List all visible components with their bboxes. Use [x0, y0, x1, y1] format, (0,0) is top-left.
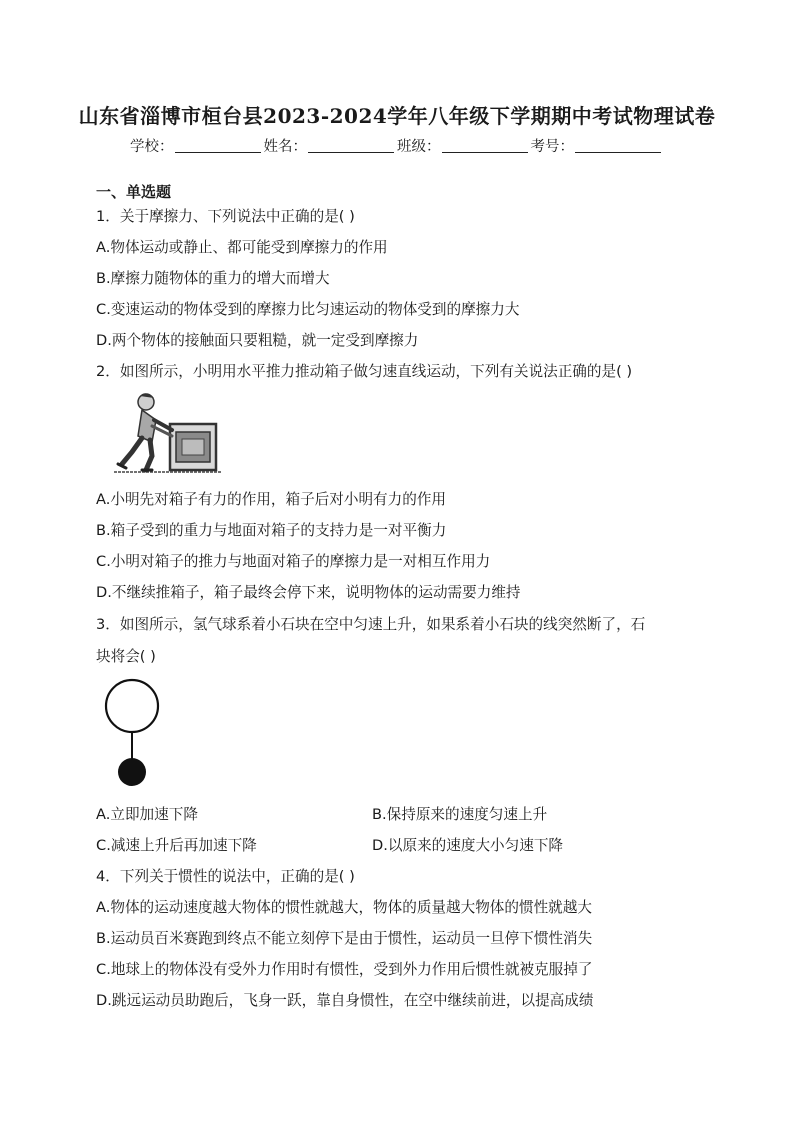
q1-option-c: C.变速运动的物体受到的摩擦力比匀速运动的物体受到的摩擦力大: [96, 301, 520, 318]
q3-stem-line2: 块将会( ): [96, 648, 156, 665]
q4-option-c: C.地球上的物体没有受外力作用时有惯性，受到外力作用后惯性就被克服掉了: [96, 961, 593, 978]
q2-stem: 2．如图所示，小明用水平推力推动箱子做匀速直线运动，下列有关说法正确的是( ): [96, 363, 633, 380]
q2-option-a: A.小明先对箱子有力的作用，箱子后对小明有力的作用: [96, 491, 447, 508]
school-blank[interactable]: [175, 138, 261, 153]
q4-option-a: A.物体的运动速度越大物体的惯性就越大，物体的质量越大物体的惯性就越大: [96, 899, 592, 916]
q4-stem: 4．下列关于惯性的说法中，正确的是( ): [96, 868, 355, 885]
balloon-stone-figure: [100, 676, 164, 790]
page-title: 山东省淄博市桓台县2023-2024学年八年级下学期期中考试物理试卷: [78, 104, 716, 128]
school-label: 学校：: [130, 139, 174, 155]
class-label: 班级：: [397, 139, 441, 155]
class-blank[interactable]: [442, 138, 528, 153]
name-label: 姓名：: [263, 139, 307, 155]
q1-option-a: A.物体运动或静止、都可能受到摩擦力的作用: [96, 239, 388, 256]
q4-option-b: B.运动员百米赛跑到终点不能立刻停下是由于惯性，运动员一旦停下惯性消失: [96, 930, 593, 947]
boy-pushing-box-figure: [112, 390, 224, 476]
q2-option-c: C.小明对箱子的推力与地面对箱子的摩擦力是一对相互作用力: [96, 553, 491, 570]
q1-option-b: B.摩擦力随物体的重力的增大而增大: [96, 270, 330, 287]
q3-option-d: D.以原来的速度大小匀速下降: [372, 837, 564, 854]
exam-number-blank[interactable]: [575, 138, 661, 153]
name-blank[interactable]: [308, 138, 394, 153]
q1-stem: 1．关于摩擦力、下列说法中正确的是( ): [96, 208, 355, 225]
section-heading: 一、单选题: [96, 183, 172, 201]
exam-number-label: 考号：: [530, 139, 574, 155]
q3-stem-line1: 3．如图所示，氢气球系着小石块在空中匀速上升，如果系着小石块的线突然断了，石: [96, 616, 646, 633]
q2-option-b: B.箱子受到的重力与地面对箱子的支持力是一对平衡力: [96, 522, 447, 539]
student-info-fields: [0, 135, 794, 156]
q3-option-a: A.立即加速下降: [96, 806, 198, 823]
q3-option-c: C.减速上升后再加速下降: [96, 837, 257, 854]
q4-option-d: D.跳远运动员助跑后，飞身一跃，靠自身惯性，在空中继续前进，以提高成绩: [96, 992, 594, 1009]
q2-option-d: D.不继续推箱子，箱子最终会停下来，说明物体的运动需要力维持: [96, 584, 521, 601]
q3-option-b: B.保持原来的速度匀速上升: [372, 806, 548, 823]
q1-option-d: D.两个物体的接触面只要粗糙，就一定受到摩擦力: [96, 332, 419, 349]
